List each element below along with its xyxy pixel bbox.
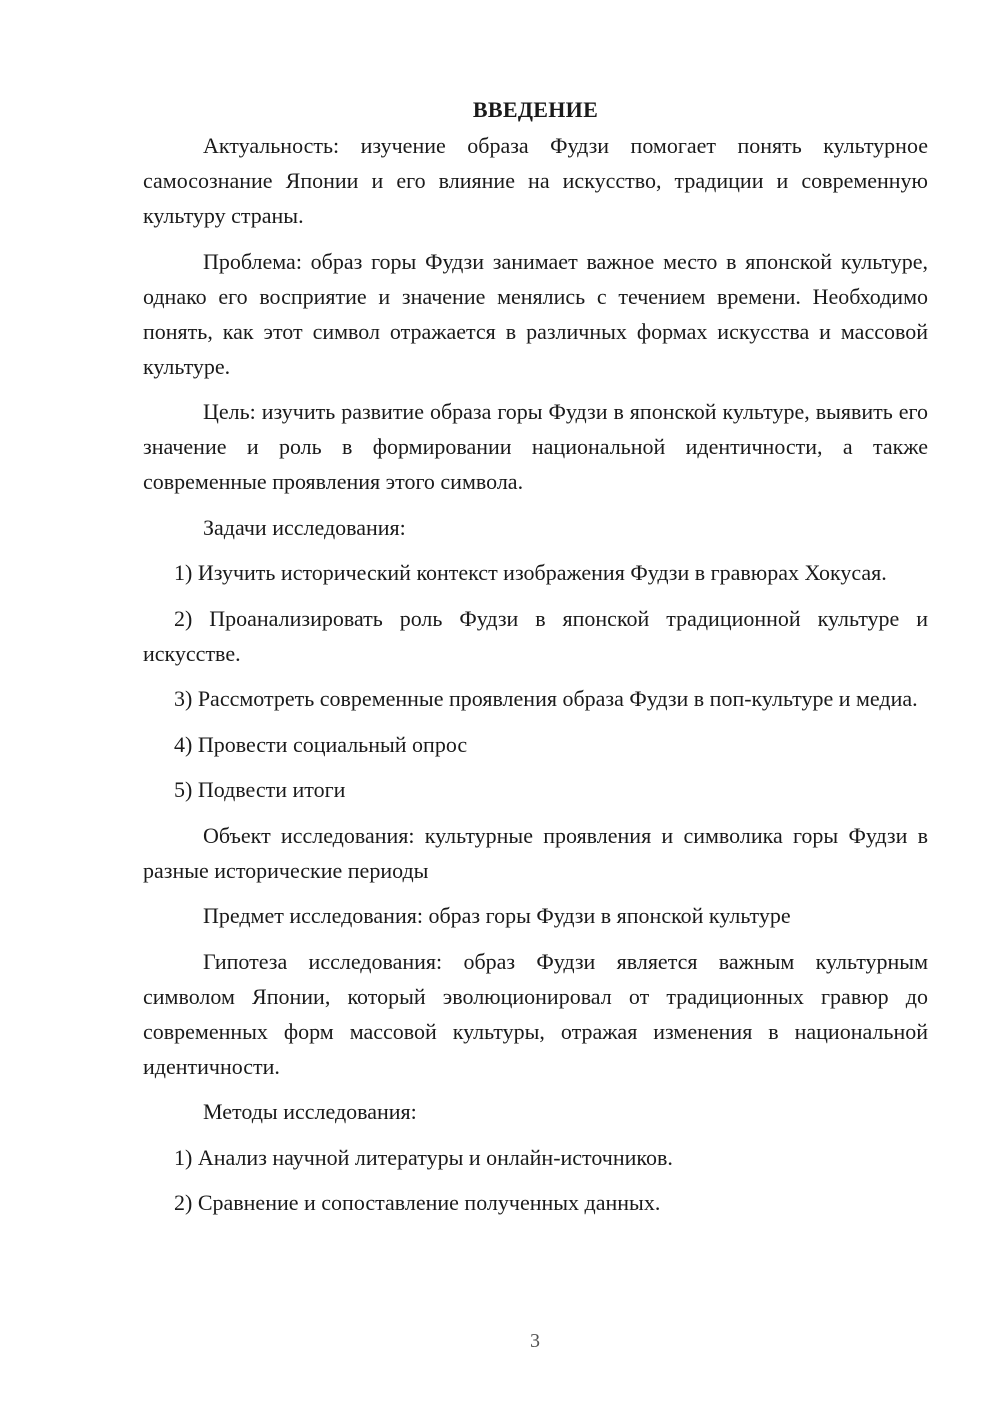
paragraph-problem: Проблема: образ горы Фудзи занимает важное место в японской культуре, однако его восприятие и значение менялись с течением времени. Необходимо понять, как этот символ отражается в различных формах искусства и массовой культуре. [143,248,928,379]
task-item-3: 3) Рассмотреть современные проявления образа Фудзи в поп-культуре и медиа. [174,686,918,711]
document-page [143,92,928,1231]
paragraph-goal: Цель: изучить развитие образа горы Фудзи в японской культуре, выявить его значение и роль в формировании национальной идентичности, а также современные проявления этого символа. [143,399,928,494]
page-number: 3 [530,1330,540,1352]
section-heading: ВВЕДЕНИЕ [472,97,599,122]
paragraph-hypothesis: Гипотеза исследования: образ Фудзи является важным культурным символом Японии, который эволюционировал от традиционных гравюр до современных форм массовой культуры, отражая изменения в национальной идентичности. [143,948,928,1079]
paragraph-subject: Предмет исследования: образ горы Фудзи в японской культуре [203,903,791,928]
method-item-2: 2) Сравнение и сопоставление полученных данных. [174,1190,661,1215]
paragraph-methods-title: Методы исследования: [203,1099,417,1124]
task-item-2: 2) Проанализировать роль Фудзи в японской традиционной культуре и искусстве. [143,605,928,666]
task-item-4: 4) Провести социальный опрос [174,731,468,757]
paragraph-relevance: Актуальность: изучение образа Фудзи помогает понять культурное самосознание Японии и его влияние на искусство, традиции и современную культуру страны. [143,133,928,228]
paragraph-tasks-title: Задачи исследования: [203,514,406,540]
paragraph-object: Объект исследования: культурные проявления и символика горы Фудзи в разные исторические периоды [143,822,928,883]
task-item-5: 5) Подвести итоги [174,777,346,802]
task-item-1: 1) Изучить исторический контекст изображения Фудзи в гравюрах Хокусая. [174,560,887,585]
method-item-1: 1) Анализ научной литературы и онлайн-источников. [174,1144,673,1170]
